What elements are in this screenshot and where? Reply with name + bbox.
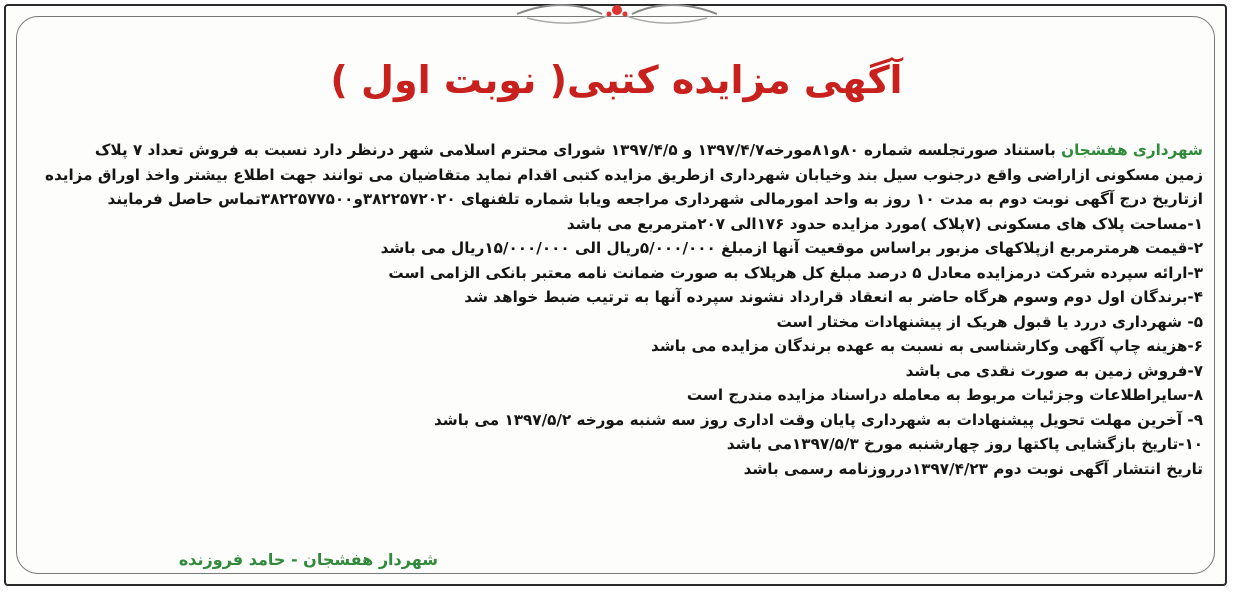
list-item: ۱-مساحت پلاک های مسکونی (۷پلاک )مورد مزایده حدود ۱۷۶الی ۲۰۷مترمربع می باشد (566, 214, 1203, 233)
list-item: ۸-سایراطلاعات وجزئیات مربوط به معامله دراسناد مزایده مندرج است (686, 386, 1203, 404)
notice-title: آگهی مزایده کتبی( نوبت اول ) (330, 58, 903, 102)
intro-line-2: زمین مسکونی ازاراضی واقع درجنوب سیل بند وخیابان شهرداری ازطریق مزایده کتبی اقدام نماید متقاضیان می توانند جهت اطلاع بیشتر واخذ اوراق مزایده (45, 165, 1203, 184)
list-item: ۵- شهرداری دررد یا قبول هریک از پیشنهادات مختار است (776, 312, 1203, 331)
publish-note: تاریخ انتشار آگهی نوبت دوم ۱۳۹۷/۴/۲۳درروزنامه رسمی باشد (743, 459, 1203, 478)
list-item: ۷-فروش زمین به صورت نقدی می باشد (905, 361, 1203, 380)
list-item: ۳-ارائه سپرده شرکت درمزایده معادل ۵ درصد مبلغ کل هرپلاک به صورت ضمانت نامه معتبر بانکی الزامی است (388, 263, 1203, 282)
list-item: ۲-قیمت هرمترمربع ازپلاکهای مزبور براساس موقعیت آنها ازمبلغ ۵/۰۰۰/۰۰۰ریال الی ۱۵/۰۰۰/۰۰۰ریال می باشد (380, 239, 1203, 257)
signature: شهردار هفشجان - حامد فروزنده (178, 550, 438, 569)
intro-line-3: ازتاریخ درج آگهی نوبت دوم به مدت ۱۰ روز به واحد امورمالی شهرداری مراجعه ویابا شماره تلفنهای ۳۸۲۲۵۷۲۰۲۰و۳۸۲۲۵۷۷۵۰۰تماس حاصل فرمایند (107, 190, 1203, 208)
notice-body (23, 138, 1203, 481)
list-item: ۶-هزینه چاپ آگهی وکارشناسی به نسبت به عهده برندگان مزایده می باشد (651, 337, 1203, 355)
intro-line-1-text: باستناد صورتجلسه شماره ۸۰و۸۱مورخه۱۳۹۷/۴/۷ و ۱۳۹۷/۴/۵ شورای محترم اسلامی شهر درنظر دارد نسبت به فروش تعداد ۷ پلاک (94, 141, 1062, 159)
list-item: ۱۰-تاریخ بازگشایی پاکتها روز چهارشنبه مورخ ۱۳۹۷/۵/۳می باشد (726, 435, 1203, 453)
intro-line-1 (23, 138, 1203, 163)
top-ornament (507, 0, 727, 28)
list-item: ۹- آخرین مهلت تحویل پیشنهادات به شهرداری پایان وقت اداری روز سه شنبه مورخه ۱۳۹۷/۵/۲ می باشد (434, 410, 1203, 429)
org-name: شهرداری هفشجان (1061, 141, 1203, 159)
list-item: ۴-برندگان اول دوم وسوم هرگاه حاضر به انعقاد قرارداد نشوند سپرده آنها به ترتیب ضبط خواهد شد (464, 288, 1203, 306)
